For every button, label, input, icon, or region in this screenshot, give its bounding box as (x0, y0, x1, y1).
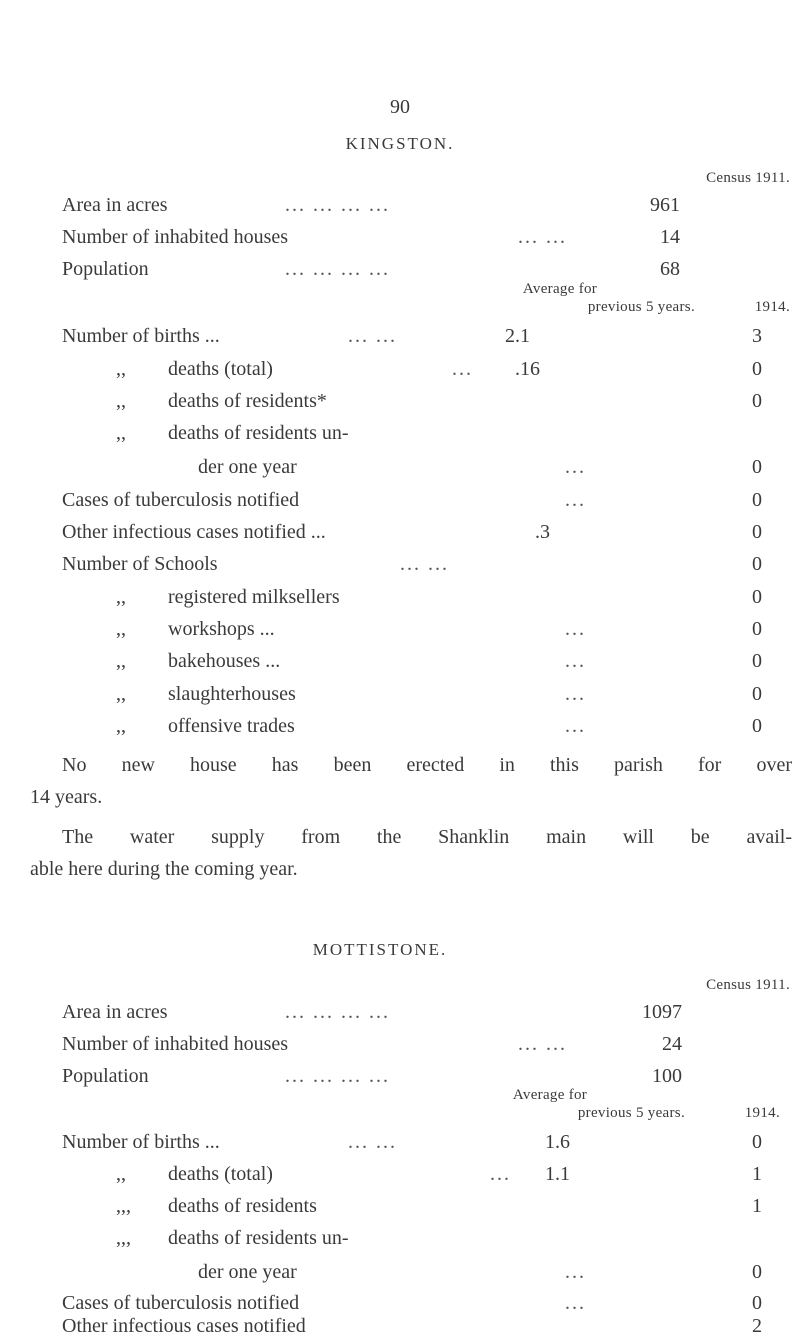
row-avg-value: .3 (535, 521, 550, 543)
row-leader: ... ... (518, 226, 567, 248)
mottistone-avg-header-1: Average for (512, 1087, 588, 1103)
row-leader: ... (490, 1163, 511, 1185)
row-label: Number of Schools (62, 553, 218, 575)
kingston-paragraph-1-line-2: 14 years. (30, 786, 103, 808)
row-avg-value: 2.1 (505, 325, 530, 347)
row-leader: ... ... (518, 1033, 567, 1055)
row-year-value: 0 (752, 618, 762, 640)
kingston-title: KINGSTON. (345, 134, 455, 153)
row-label: Cases of tuberculosis notified (62, 1292, 300, 1314)
row-year-value: 0 (752, 650, 762, 672)
row-leader: ... (452, 358, 473, 380)
ditto-mark: ,, (116, 715, 126, 737)
row-year-value: 0 (752, 553, 762, 575)
kingston-avg-header-2: previous 5 years. (587, 299, 695, 315)
row-leader: ... (565, 650, 586, 672)
row-label: deaths of residents (168, 1195, 317, 1217)
row-year-value: 0 (752, 521, 762, 543)
row-label: Number of inhabited houses (62, 1033, 289, 1055)
row-leader: ... (565, 618, 586, 640)
row-label: Area in acres (62, 194, 168, 216)
row-year-value: 1 (752, 1163, 762, 1185)
row-leader: ... ... ... ... (285, 1001, 390, 1023)
row-leader: ... ... (400, 553, 449, 575)
row-label: Other infectious cases notified ... (62, 521, 326, 543)
row-label: Population (62, 258, 149, 280)
row-label: deaths of residents* (168, 390, 327, 412)
row-label: offensive trades (168, 715, 295, 737)
row-leader: ... ... ... ... (285, 258, 390, 280)
kingston-year-header: 1914. (754, 299, 790, 315)
row-leader: ... (565, 1261, 586, 1283)
row-year-value: 0 (752, 390, 762, 412)
row-label: deaths (total) (168, 1163, 273, 1185)
kingston-avg-header-1: Average for (522, 281, 598, 297)
row-census-value: 1097 (642, 1001, 682, 1023)
row-label: slaughterhouses (168, 683, 296, 705)
row-year-value: 0 (752, 715, 762, 737)
ditto-mark: ,, (116, 618, 126, 640)
row-year-value: 0 (752, 358, 762, 380)
row-label: Number of inhabited houses (62, 226, 289, 248)
mottistone-avg-header-2: previous 5 years. (577, 1105, 685, 1121)
mottistone-census-header: Census 1911. (706, 977, 790, 993)
row-leader: ... (565, 456, 586, 478)
kingston-paragraph-1-line-1: No new house has been erected in this parish for over (62, 754, 792, 776)
mottistone-title: MOTTISTONE. (312, 940, 448, 959)
row-year-value: 1 (752, 1195, 762, 1217)
row-leader: ... ... ... ... (285, 1065, 390, 1087)
row-census-value: 14 (660, 226, 680, 248)
row-year-value: 0 (752, 683, 762, 705)
ditto-mark: ,, (116, 358, 126, 380)
row-label: registered milksellers (168, 586, 340, 608)
kingston-census-header: Census 1911. (706, 170, 790, 186)
row-label: Area in acres (62, 1001, 168, 1023)
row-label: Population (62, 1065, 149, 1087)
row-label: deaths of residents un- (168, 422, 349, 444)
ditto-mark: ,, (116, 586, 126, 608)
row-year-value: 0 (752, 1131, 762, 1153)
ditto-mark: ,, (116, 390, 126, 412)
row-avg-value: 1.1 (545, 1163, 570, 1185)
row-label: Other infectious cases notified (62, 1315, 306, 1337)
page-number: 90 (390, 96, 410, 118)
row-census-value: 24 (662, 1033, 682, 1055)
row-leader: ... ... (348, 325, 397, 347)
row-leader: ... ... (348, 1131, 397, 1153)
row-year-value: 0 (752, 1292, 762, 1314)
row-year-value: 0 (752, 489, 762, 511)
row-census-value: 68 (660, 258, 680, 280)
row-avg-value: .16 (515, 358, 540, 380)
ditto-mark: ,, (116, 650, 126, 672)
row-label: bakehouses ... (168, 650, 281, 672)
ditto-mark: ,,, (116, 1195, 131, 1217)
row-label: Cases of tuberculosis notified (62, 489, 300, 511)
ditto-mark: ,, (116, 683, 126, 705)
kingston-paragraph-2-line-1: The water supply from the Shanklin main will be avail- (62, 826, 792, 848)
row-label: Number of births ... (62, 325, 220, 347)
row-year-value: 3 (752, 325, 762, 347)
row-census-value: 961 (650, 194, 680, 216)
row-year-value: 0 (752, 586, 762, 608)
row-leader: ... (565, 715, 586, 737)
mottistone-year-header: 1914. (744, 1105, 780, 1121)
ditto-mark: ,, (116, 1163, 126, 1185)
row-label: der one year (198, 1261, 297, 1283)
row-label: deaths (total) (168, 358, 273, 380)
ditto-mark: ,, (116, 422, 126, 444)
row-year-value: 2 (752, 1315, 762, 1337)
row-label: deaths of residents un- (168, 1227, 349, 1249)
row-label: Number of births ... (62, 1131, 220, 1153)
row-leader: ... (565, 1292, 586, 1314)
row-year-value: 0 (752, 456, 762, 478)
ditto-mark: ,,, (116, 1227, 131, 1249)
row-label: workshops ... (168, 618, 275, 640)
row-year-value: 0 (752, 1261, 762, 1283)
row-census-value: 100 (652, 1065, 682, 1087)
kingston-paragraph-2-line-2: able here during the coming year. (30, 858, 298, 880)
row-leader: ... ... ... ... (285, 194, 390, 216)
row-label: der one year (198, 456, 297, 478)
row-leader: ... (565, 489, 586, 511)
row-avg-value: 1.6 (545, 1131, 570, 1153)
row-leader: ... (565, 683, 586, 705)
